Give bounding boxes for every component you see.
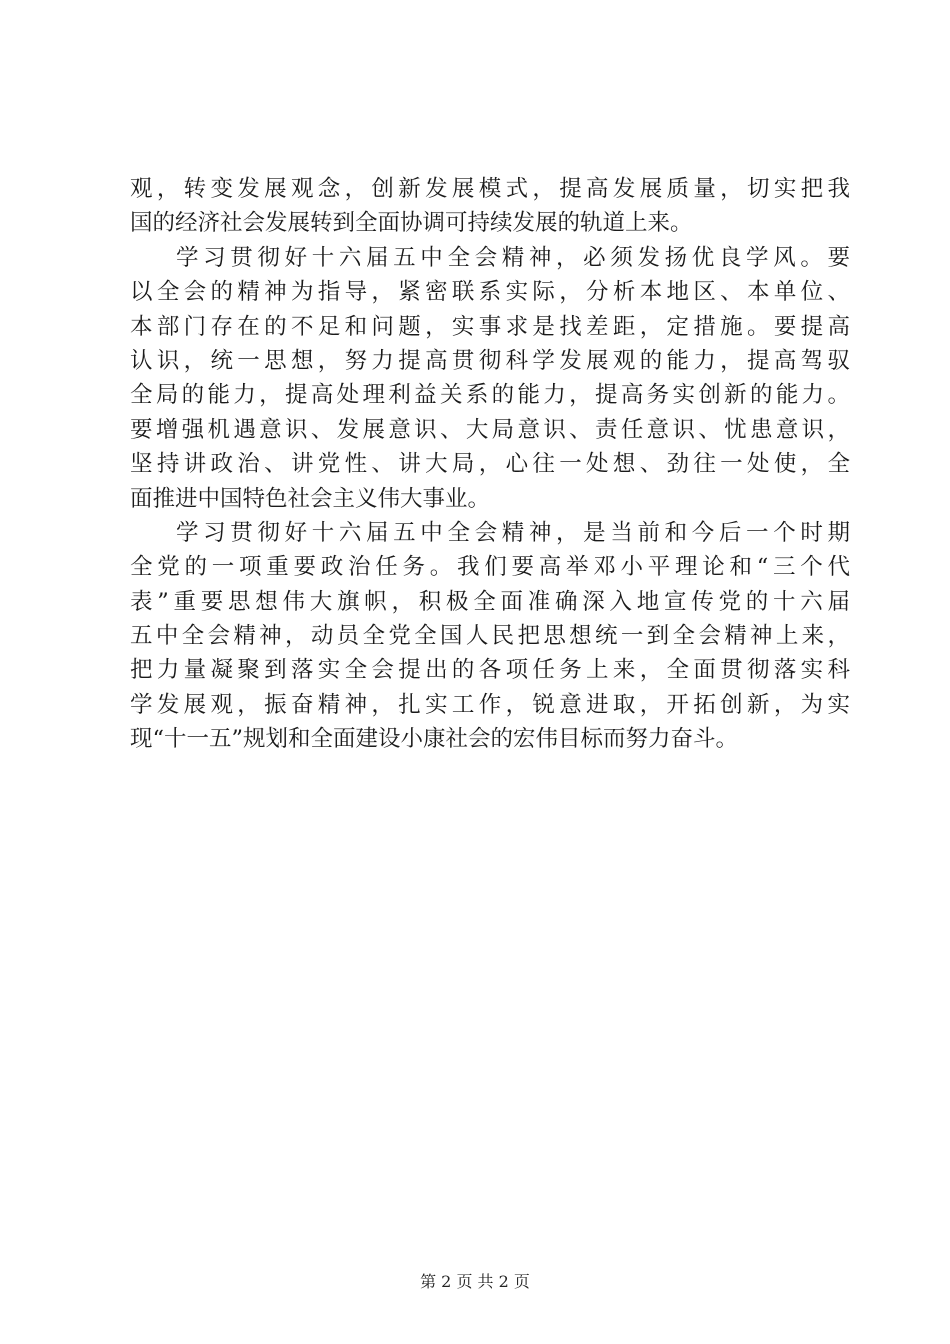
text-line: 五中全会精神，动员全党全国人民把思想统一到全会精神上来， xyxy=(130,623,850,650)
text-line: 全局的能力，提高处理利益关系的能力，提高务实创新的能力。 xyxy=(130,382,850,409)
text-line: 现“十一五”规划和全面建设小康社会的宏伟目标而努力奋斗。 xyxy=(130,726,739,753)
text-line: 认识，统一思想，努力提高贯彻科学发展观的能力，提高驾驭 xyxy=(130,347,850,374)
text-line: 把力量凝聚到落实全会提出的各项任务上来，全面贯彻落实科 xyxy=(130,657,850,684)
paragraph-3 xyxy=(130,516,850,757)
text-line: 坚持讲政治、讲党性、讲大局，心往一处想、劲往一处使，全 xyxy=(130,451,850,478)
paragraph-1 xyxy=(130,172,850,241)
page-number: 第 2 页 共 2 页 xyxy=(420,1272,530,1291)
page-footer xyxy=(0,1272,950,1292)
text-line: 表”重要思想伟大旗帜，积极全面准确深入地宣传党的十六届 xyxy=(130,588,850,615)
text-line: 本部门存在的不足和问题，实事求是找差距，定措施。要提高 xyxy=(130,313,850,340)
text-line: 学习贯彻好十六届五中全会精神，必须发扬优良学风。要 xyxy=(176,244,850,271)
text-line: 面推进中国特色社会主义伟大事业。 xyxy=(130,485,491,512)
text-line: 观，转变发展观念，创新发展模式，提高发展质量，切实把我 xyxy=(130,176,850,202)
document-body xyxy=(130,172,850,757)
text-line: 国的经济社会发展转到全面协调可持续发展的轨道上来。 xyxy=(130,210,693,237)
text-line: 以全会的精神为指导，紧密联系实际，分析本地区、本单位、 xyxy=(130,279,850,306)
paragraph-2 xyxy=(130,241,850,516)
text-line: 学发展观，振奋精神，扎实工作，锐意进取，开拓创新，为实 xyxy=(130,691,850,718)
text-line: 要增强机遇意识、发展意识、大局意识、责任意识、忧患意识， xyxy=(130,416,850,443)
text-line: 全党的一项重要政治任务。我们要高举邓小平理论和“三个代 xyxy=(130,554,850,581)
text-line: 学习贯彻好十六届五中全会精神，是当前和今后一个时期 xyxy=(176,519,850,546)
